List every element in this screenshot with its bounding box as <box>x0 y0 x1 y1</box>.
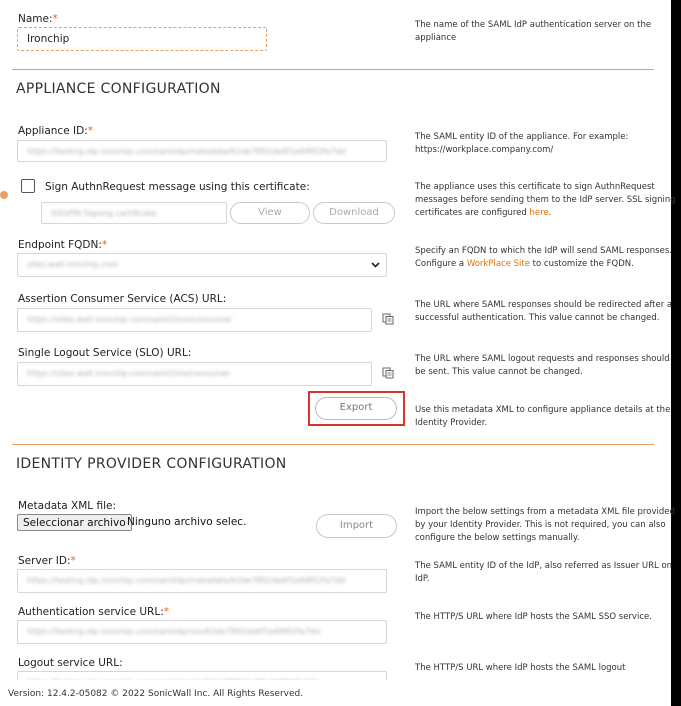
endpoint-fqdn-help: Specify an FQDN to which the IdP will send SAML responses. Configure a WorkPlace Site to customize the FQDN. <box>415 246 672 269</box>
certificate-value: SSLVPN Signing certificate <box>51 209 157 218</box>
no-file-text: Ninguno archivo selec. <box>127 516 247 528</box>
idp-section-title: IDENTITY PROVIDER CONFIGURATION <box>16 456 287 472</box>
name-label: Name:* <box>18 13 58 25</box>
appliance-id-value: https://testing.idp.ironchip.com/samlidp/metadata/62de7892de6f1e69f02fa7dd <box>27 147 346 156</box>
auth-service-url-value: https://testing.idp.ironchip.com/samlidp/sso/62de7892de6f1e69f02fa7dd <box>27 627 320 636</box>
metadata-file-label: Metadata XML file: <box>18 500 117 512</box>
export-help: Use this metadata XML to configure appliance details at the Identity Provider. <box>415 405 671 428</box>
endpoint-fqdn-value: sites.wall.ironchip.com <box>27 260 119 269</box>
endpoint-fqdn-label: Endpoint FQDN:* <box>18 239 108 251</box>
logout-service-url-label: Logout service URL: <box>18 657 123 669</box>
certificates-here-link[interactable]: here <box>529 208 549 218</box>
footer <box>0 680 671 706</box>
export-button[interactable]: Export <box>315 397 397 420</box>
server-id-value: https://testing.idp.ironchip.com/samlidp/metadata/62de7892de6f1e69f02fa7dd <box>27 576 346 585</box>
appliance-section-title: APPLIANCE CONFIGURATION <box>16 81 221 97</box>
endpoint-fqdn-select[interactable] <box>17 253 387 277</box>
view-button[interactable]: View <box>230 202 310 224</box>
workplace-site-link[interactable]: WorkPlace Site <box>466 259 530 269</box>
copy-icon[interactable] <box>382 367 394 379</box>
name-help: The name of the SAML IdP authentication server on the appliance <box>415 20 652 43</box>
sign-authn-label: Sign AuthnRequest message using this certificate: <box>45 181 310 193</box>
section-divider <box>12 69 654 70</box>
server-id-help: The SAML entity ID of the IdP, also referred as Issuer URL on IdP. <box>415 561 673 584</box>
slo-url-input[interactable] <box>17 362 372 386</box>
acs-url-value: https://sites.wall.ironchip.com/saml2/sso/consumer <box>27 315 233 324</box>
download-button[interactable]: Download <box>313 202 395 224</box>
import-button[interactable]: Import <box>316 514 397 538</box>
logout-service-url-help: The HTTP/S URL where IdP hosts the SAML logout <box>415 663 626 673</box>
server-id-label: Server ID:* <box>18 555 76 567</box>
appliance-id-help: The SAML entity ID of the appliance. For example: https://workplace.company.com/ <box>415 132 629 155</box>
acs-url-help: The URL where SAML responses should be redirected after a successful authentication. This value cannot be changed. <box>415 300 673 323</box>
sign-authn-checkbox[interactable] <box>21 179 35 193</box>
acs-url-input[interactable] <box>17 308 372 332</box>
acs-url-label: Assertion Consumer Service (ACS) URL: <box>18 293 227 305</box>
choose-file-button[interactable]: Seleccionar archivo <box>17 514 132 531</box>
auth-service-url-label: Authentication service URL:* <box>18 606 169 618</box>
name-input[interactable] <box>17 27 267 51</box>
name-value: Ironchip <box>27 33 70 45</box>
slo-url-label: Single Logout Service (SLO) URL: <box>18 347 192 359</box>
sign-authn-help: The appliance uses this certificate to sign AuthnRequest messages before sending them to the IdP server. SSL signing certificates are configured here. <box>415 182 676 218</box>
marker-dot <box>0 191 8 199</box>
section-divider <box>12 444 654 445</box>
metadata-file-help: Import the below settings from a metadata XML file provided by your Identity Provider. This is not required, you can also configure the below settings manually. <box>415 507 675 543</box>
auth-service-url-help: The HTTP/S URL where IdP hosts the SAML SSO service. <box>415 612 652 622</box>
server-id-input[interactable] <box>17 569 387 593</box>
auth-service-url-input[interactable] <box>17 620 387 644</box>
slo-url-help: The URL where SAML logout requests and responses should be sent. This value cannot be changed. <box>415 354 670 377</box>
chevron-down-icon <box>371 262 380 268</box>
footer-text: Version: 12.4.2-05082 © 2022 SonicWall Inc. All Rights Reserved. <box>8 689 304 699</box>
appliance-id-input[interactable] <box>17 140 387 162</box>
copy-icon[interactable] <box>382 313 394 325</box>
appliance-id-label: Appliance ID:* <box>18 125 93 137</box>
slo-url-value: https://sites.wall.ironchip.com/saml2/slo/consumer <box>27 369 231 378</box>
certificate-select[interactable] <box>41 202 227 224</box>
